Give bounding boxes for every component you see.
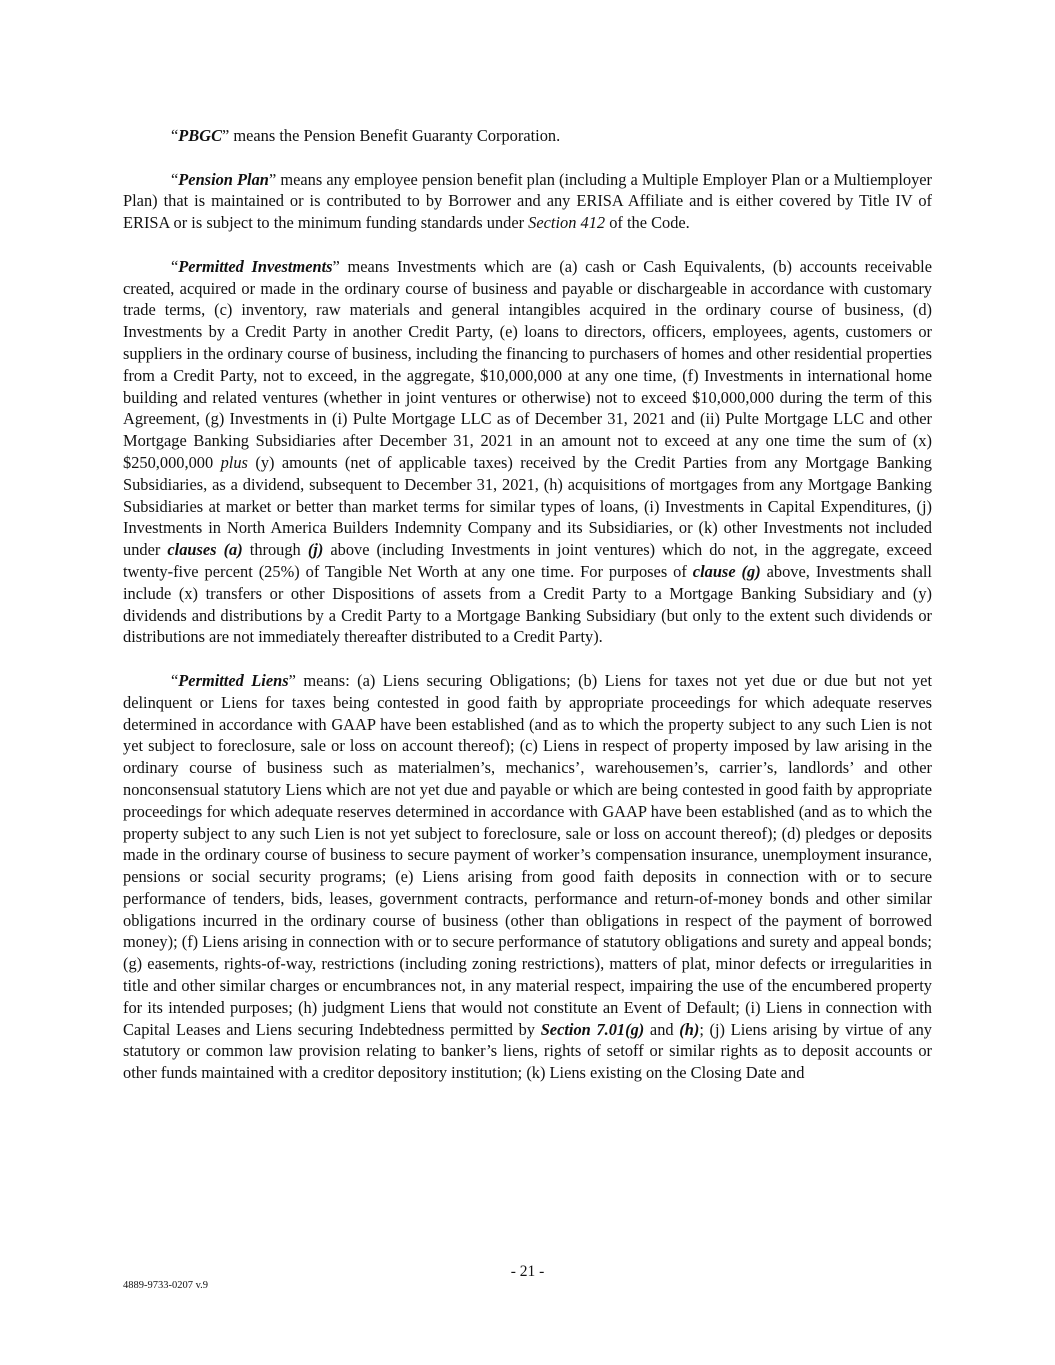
definition-text: ” means the Pension Benefit Guaranty Corporation. [222,126,561,145]
definition-text: ” means any employee pension benefit plan (including a Multiple Employer Plan or a Multiemployer Plan) that is maintained or is contributed to by Borrower and any ERISA Affiliate and is either covered by Title IV of ERISA or is subject to the minimum funding standards under [123,169,932,233]
definition-text: ” means: (a) Liens securing Obligations; (b) Liens for taxes not yet due or due but not yet delinquent or Liens for taxes being contested in good faith by appropriate proceedings for which adequate reserves determined in accordance with GAAP have been established (and as to which the property subject to any such Lien is not yet subject to foreclosure, sale or loss on account thereof); (c) Liens in respect of property imposed by law arising in the ordinary course of business such as materialmen’s, mechanics’, warehousemen’s, carrier’s, landlords’ and other nonconsensual statutory Liens which are not yet due and payable or which are being contested in good faith by appropriate proceedings for which adequate reserves determined in accordance with GAAP have been established (and as to which the property subject to any such Lien is not yet subject to foreclosure, sale or loss on account thereof); (d) pledges or deposits made in the ordinary course of business to secure payment of worker’s compensation insurance, unemployment insurance, pensions or social security programs; (e) Liens arising from good faith deposits in connection with or to secure performance of tenders, bids, leases, government contracts, performance and return-of-money bonds and other similar obligations incurred in the ordinary course of business (other than obligations in respect of the payment of borrowed money); (f) Liens arising in connection with or to secure performance of statutory obligations and surety and appeal bonds; (g) easements, rights-of-way, restrictions (including zoning restrictions), matters of plat, minor defects or irregularities in title and other similar charges or encumbrances not, in any material respect, impairing the use of the encumbered property for its intended purposes; (h) judgment Liens that would not constitute an Event of Default; (i) Liens in connection with Capital Leases and Liens securing Indebtedness permitted by [123,670,933,1039]
definition-text: ; (j) Liens arising by virtue of any statutory or common law provision relating to banker’s liens, rights of setoff or similar rights as to deposit accounts or other funds maintained with a creditor depository institution; (k) Liens existing on the Closing Date and [123,1019,932,1083]
definition-text: ” means Investments which are (a) cash or Cash Equivalents, (b) accounts receivable created, acquired or made in the ordinary course of business and payable or dischargeable in accordance with customary trade terms, (c) inventory, raw materials and general intangibles acquired in the ordinary course of business, (d) Investments by a Credit Party in another Credit Party, (e) loans to directors, officers, employees, agents, customers or suppliers in the ordinary course of business, including the financing to purchasers of homes and other residential properties from a Credit Party, not to exceed, in the aggregate, $10,000,000 at any one time, (f) Investments in international home building and related ventures (whether in joint ventures or otherwise) not to exceed $10,000,000 during the term of this Agreement, (g) Investments in (i) Pulte Mortgage LLC as of December 31, 2021 and (ii) Pulte Mortgage LLC and other Mortgage Banking Subsidiaries after December 31, 2021 in an amount not to exceed at any one time the sum of (x) $250,000,000 [123,256,932,472]
clause-reference: (j) [307,540,324,560]
emphasis-plus: plus [220,452,248,472]
definition-text: (y) amounts (net of applicable taxes) received by the Credit Parties from any Mortgage Banking Subsidiaries, as a dividend, subsequent to December 31, 2021, (h) acquisitions of mortgages from any Mortgage Banking Subsidiaries at market or better than market terms for similar types of loans, (i) Investments in Capital Expenditures, (j) Investments in North America Builders Indemnity Company and its Subsidiaries, or (k) other Investments not included under [123,452,933,560]
page-number: - 21 - [510,1263,545,1280]
defined-term: Permitted Investments [178,256,333,276]
section-reference: Section 412 [528,213,606,233]
definition-pension-plan: “Pension Plan” means any employee pension benefit plan (including a Multiple Employer Plan or a Multiemployer Plan) that is maintained or is contributed to by Borrower and any ERISA Affiliate and is either covered by Title IV of ERISA or is subject to the minimum funding standards under Section 412 of the Code. [123,169,932,233]
section-reference: Section 7.01(g) [540,1019,645,1039]
defined-term: Permitted Liens [178,670,289,690]
clause-reference: clauses (a) [167,540,243,560]
definition-text: and [644,1019,680,1039]
definition-text: above (including Investments in joint ventures) which do not, in the aggregate, exceed twenty-five percent (25%) of Tangible Net Worth at any one time. For purposes of [123,540,932,581]
definition-text: of the Code. [605,213,690,233]
clause-reference: (h) [679,1019,700,1039]
definition-pbgc: “PBGC” means the Pension Benefit Guaranty Corporation. [171,126,561,145]
definition-permitted-investments: “Permitted Investments” means Investments which are (a) cash or Cash Equivalents, (b) accounts receivable created, acquired or made in the ordinary course of business and payable or dischargeable in accordance with customary trade terms, (c) inventory, raw materials and general intangibles acquired in the ordinary course of business, (d) Investments by a Credit Party in another Credit Party, (e) loans to directors, officers, employees, agents, customers or suppliers in the ordinary course of business, including the financing to purchasers of homes and other residential properties from a Credit Party, not to exceed, in the aggregate, $10,000,000 at any one time, (f) Investments in international home building and related ventures (whether in joint ventures or otherwise) not to exceed $10,000,000 during the term of this Agreement, (g) Investments in (i) Pulte Mortgage LLC as of December 31, 2021 and (ii) Pulte Mortgage LLC and other Mortgage Banking Subsidiaries after December 31, 2021 in an amount not to exceed at any one time the sum of (x) $250,000,000 plus (y) amounts (net of applicable taxes) received by the Credit Parties from any Mortgage Banking Subsidiaries, as a dividend, subsequent to December 31, 2021, (h) acquisitions of mortgages from any Mortgage Banking Subsidiaries at market or better than market terms for similar types of loans, (i) Investments in Capital Expenditures, (j) Investments in North America Builders Indemnity Company and its Subsidiaries, or (k) other Investments not included under clauses (a) through (j) above (including Investments in joint ventures) which do not, in the aggregate, exceed twenty-five percent (25%) of Tangible Net Worth at any one time. For purposes of clause (g) above, Investments shall include (x) transfers or other Dispositions of assets from a Credit Party to a Mortgage Banking Subsidiary and (y) dividends and distributions by a Credit Party to a Mortgage Banking Subsidiary (but only to the extent such dividends or distributions are not immediately thereafter distributed to a Credit Party). [123,256,933,647]
defined-term: PBGC [178,126,222,145]
definition-text: through [242,540,308,560]
definitions-body [123,125,932,1106]
document-id: 4889-9733-0207 v.9 [123,1280,209,1291]
clause-reference: clause (g) [692,561,761,581]
defined-term: Pension Plan [178,169,269,189]
definition-permitted-liens: “Permitted Liens” means: (a) Liens securing Obligations; (b) Liens for taxes not yet due or due but not yet delinquent or Liens for taxes being contested in good faith by appropriate proceedings for which adequate reserves determined in accordance with GAAP have been established (and as to which the property subject to any such Lien is not yet subject to foreclosure, sale or loss on account thereof); (c) Liens in respect of property imposed by law arising in the ordinary course of business such as materialmen’s, mechanics’, warehousemen’s, carrier’s, landlords’ and other nonconsensual statutory Liens which are not yet due and payable or which are being contested in good faith by appropriate proceedings for which adequate reserves determined in accordance with GAAP have been established (and as to which the property subject to any such Lien is not yet subject to foreclosure, sale or loss on account thereof); (d) pledges or deposits made in the ordinary course of business to secure payment of worker’s compensation insurance, unemployment insurance, pensions or social security programs; (e) Liens arising from good faith deposits in connection with or to secure performance of tenders, bids, leases, government contracts, performance and return-of-money bonds and other similar obligations incurred in the ordinary course of business (other than obligations in respect of the payment of borrowed money); (f) Liens arising in connection with or to secure performance of statutory obligations and surety and appeal bonds; (g) easements, rights-of-way, restrictions (including zoning restrictions), matters of plat, minor defects or irregularities in title and other similar charges or encumbrances not, in any material respect, impairing the use of the encumbered property for its intended purposes; (h) judgment Liens that would not constitute an Event of Default; (i) Liens in connection with Capital Leases and Liens securing Indebtedness permitted by Section 7.01(g) and (h); (j) Liens arising by virtue of any statutory or common law provision relating to banker’s liens, rights of setoff or similar rights as to deposit accounts or other funds maintained with a creditor depository institution; (k) Liens existing on the Closing Date and [123,670,933,1083]
definition-text: above, Investments shall include (x) transfers or other Dispositions of assets from a Credit Party to a Mortgage Banking Subsidiary and (y) dividends and distributions by a Credit Party to a Mortgage Banking Subsidiary (but only to the extent such dividends or distributions are not immediately thereafter distributed to a Credit Party). [123,561,932,647]
